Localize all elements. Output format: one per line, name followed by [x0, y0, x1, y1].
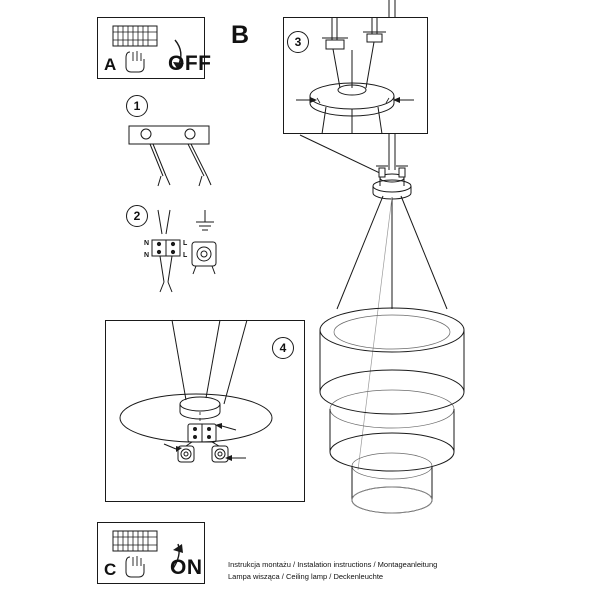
section-b-label: B — [231, 21, 250, 49]
step-2-badge: 2 — [126, 205, 148, 227]
terminal-label-l-top: L — [183, 240, 188, 247]
step-c-label: C — [104, 560, 117, 579]
footer-line-2: Lampa wisząca / Ceiling lamp / Deckenleuchte — [228, 572, 384, 581]
terminal-label-l-bottom: L — [183, 252, 188, 259]
terminal-label-n-bottom: N — [144, 252, 150, 259]
step-a-label: A — [104, 55, 117, 74]
step-4-badge: 4 — [272, 337, 294, 359]
off-label: OFF — [168, 52, 212, 75]
step-3-badge: 3 — [287, 31, 309, 53]
terminal-label-n-top: N — [144, 240, 150, 247]
on-label: ON — [170, 556, 203, 579]
footer-line-1: Instrukcja montażu / Instalation instructions / Montageanleitung — [228, 560, 438, 569]
step-1-badge: 1 — [126, 95, 148, 117]
